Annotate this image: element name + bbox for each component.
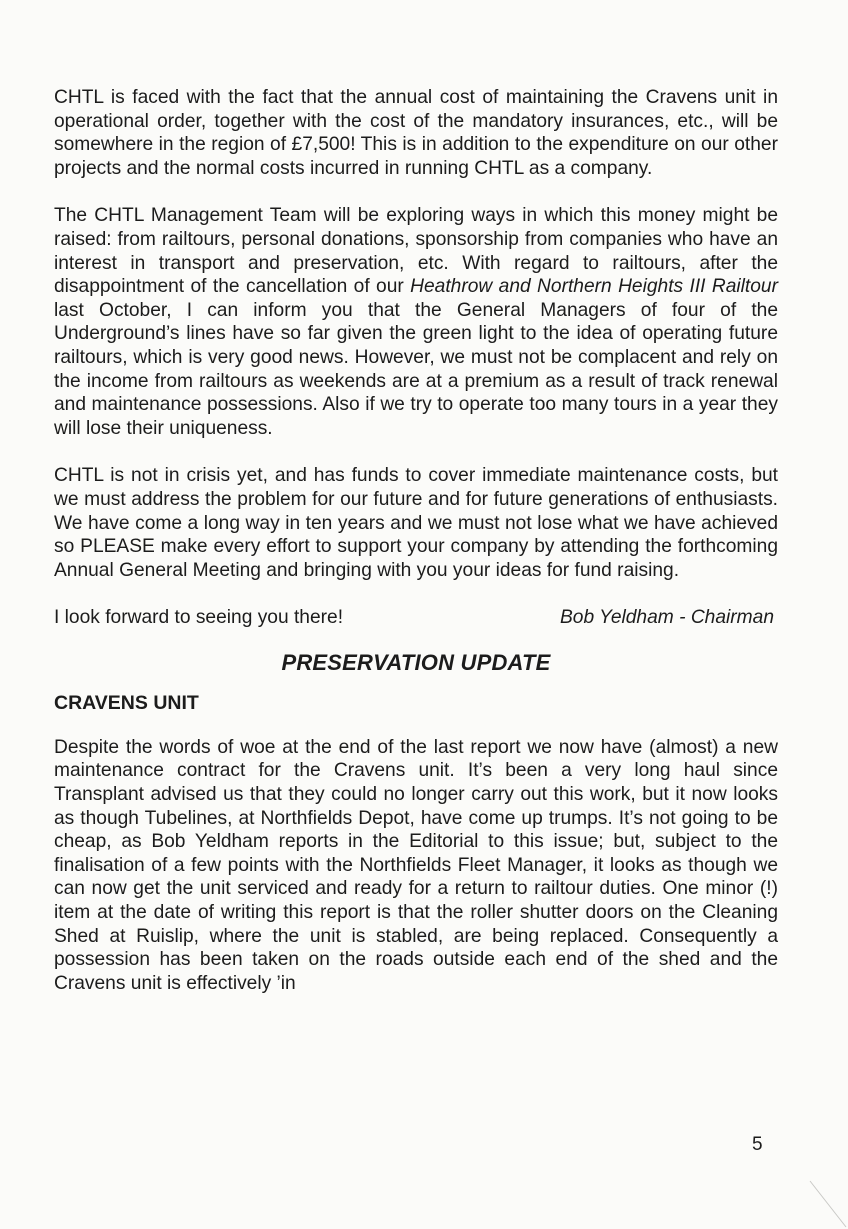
signoff-text: I look forward to seeing you there! [54,607,344,629]
paragraph-cravens-unit: Despite the words of woe at the end of the last report we now have (almost) a new maintenance contract for the Cravens unit. It’s been a very long haul since Transplant advised us that they could no longer carry out this work, but it now looks as though Tubelines, at Northfields Depot, have come up trumps. It’s not going to be cheap, as Bob Yeldham reports in the Editorial to this issue; but, subject to the finalisation of a few points with the Northfields Fleet Manager, it looks as though we can now get the unit serviced and ready for a return to railtour duties. One minor (!) item at the date of writing this report is that the roller shutter doors on the Cleaning Shed at Ruislip, where the unit is stabled, are being replaced. Consequently a possession has been taken on the roads outside each end of the shed and the Cravens unit is effectively ’in [54,736,778,994]
sub-heading: CRAVENS UNIT [54,691,199,714]
paragraph-maintenance-cost: CHTL is faced with the fact that the annual cost of maintaining the Cravens unit in operational order, together with the cost of the mandatory insurances, etc., will be somewhere in the region of £7,500! This is in addition to the expenditure on our other projects and the normal costs incurred in running CHTL as a company. [54,87,778,179]
section-heading: PRESERVATION UPDATE [281,649,551,675]
railtour-title: Heathrow and Northern Heights III Railtour [410,276,778,298]
paragraph-fundraising-start: The CHTL Management Team will be exploring ways in which this money might be raised: from railtours, personal donations, sponsorship from companies who have an interest in transport and preservation, etc. With regard to railtours, after the disappointment of the cancellation of our [54,205,778,298]
document-page [54,86,778,1019]
signature: Bob Yeldham - Chairman [559,607,774,629]
paragraph-not-in-crisis: CHTL is not in crisis yet, and has funds to cover immediate maintenance costs, but we must address the problem for our future and for future generations of enthusiasts. We have come a long way in ten years and we must not lose what we have achieved so PLEASE make every effort to support your company by attending the forthcoming Annual General Meeting and bringing with you your ideas for fund raising. [54,465,778,581]
paragraph-fundraising [54,204,778,440]
paragraph-fundraising-end: last October, I can inform you that the General Managers of four of the Underground’s lines have so far given the green light to the idea of operating future railtours, which is very good news. However, we must not be complacent and rely on the income from railtours as weekends are at a premium as a result of track renewal and maintenance possessions. Also if we try to operate too many tours in a year they will lose their uniqueness. [54,299,778,439]
page-number: 5 [752,1134,763,1155]
signoff-line [54,606,778,630]
paper-scratch-mark [788,1169,848,1229]
